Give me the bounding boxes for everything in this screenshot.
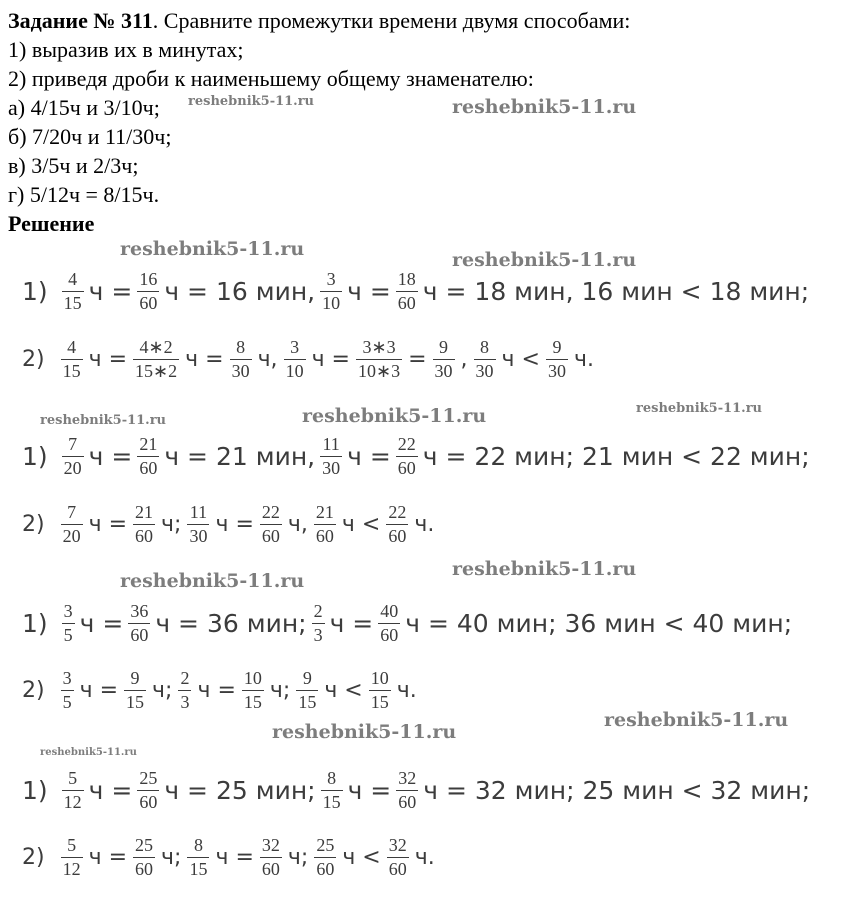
expression-text: ч < [341,511,381,537]
fraction [296,668,318,713]
expression-text: ч = [88,844,128,870]
denominator: 15 [243,691,262,712]
denominator: 60 [139,791,158,812]
denominator: 12 [63,791,82,812]
task-statement-line [8,8,630,34]
watermark: reshebnik5-11.ru [452,558,637,580]
numerator: 2 [313,600,323,621]
fraction [62,601,75,646]
denominator: 10 [285,360,304,381]
denominator: 60 [135,858,154,879]
numerator: 11 [189,501,208,522]
fraction [61,502,83,547]
fraction [386,502,408,547]
expression-text: ч = 32 мин; 25 мин < 32 мин; [423,775,811,805]
numerator: 9 [439,336,449,357]
fraction [546,337,568,382]
method-label: 2) [22,511,45,537]
solution-row [22,595,795,651]
fraction [124,668,146,713]
denominator: 60 [139,292,158,313]
denominator: 15∗2 [135,360,178,381]
denominator: 15 [189,858,208,879]
solution-row [22,428,813,484]
expression-text: ч = 25 мин; [164,775,316,805]
numerator: 3 [290,336,300,357]
expression-text: ч = [79,608,124,638]
denominator: 60 [316,858,335,879]
expression-text: ч = [347,441,391,471]
denominator: 60 [130,624,149,645]
numerator: 32 [388,834,407,855]
fraction [396,434,418,479]
numerator: 5 [67,834,77,855]
fraction [369,668,391,713]
denominator: 30 [475,360,494,381]
solution-row [22,496,438,552]
denominator: 30 [231,360,250,381]
fraction [61,337,83,382]
solution-row [22,662,421,718]
numerator: 3∗3 [362,336,396,357]
numerator: 21 [315,501,334,522]
solution-row [22,829,439,885]
task-method-1: 1) выразив их в минутах; [8,37,244,62]
expression-text: ч; [269,677,291,703]
expression-text: ч = [347,775,392,805]
denominator: 15 [370,691,389,712]
watermark: reshebnik5-11.ru [188,94,315,109]
fraction [128,601,150,646]
denominator: 20 [62,525,81,546]
numerator: 9 [552,336,562,357]
watermark: reshebnik5-11.ru [120,570,305,592]
numerator: 3 [62,667,72,688]
fraction [242,668,264,713]
method-label: 1) [22,775,48,805]
fraction [260,835,282,880]
expression-text: ч = [329,608,374,638]
fraction [396,269,418,314]
denominator: 15 [63,292,82,313]
denominator: 10∗3 [358,360,401,381]
expression-text: ч = [88,511,128,537]
expression-text: ч; [161,844,182,870]
denominator: 60 [397,457,416,478]
expression-text: ч = [185,346,224,372]
denominator: 30 [547,360,566,381]
solution-row [22,263,812,319]
expression-text: ч; [287,844,309,870]
expression-text: ч; [161,511,182,537]
numerator: 18 [397,268,416,289]
method-label: 1) [22,276,48,306]
method-label: 2) [22,346,45,372]
task-item-g: г) 5/12ч = 8/15ч. [8,182,160,207]
denominator: 60 [380,624,399,645]
fraction [387,835,409,880]
denominator: 10 [322,292,341,313]
numerator: 7 [68,433,78,454]
numerator: 25 [139,767,158,788]
fraction [314,502,336,547]
fraction [378,601,400,646]
numerator: 2 [180,667,190,688]
expression-text: ч = 16 мин, [164,276,316,306]
denominator: 3 [180,691,190,712]
denominator: 60 [261,525,280,546]
expression-text: ч. [414,511,435,537]
fraction [396,768,418,813]
expression-text: ч = [79,677,119,703]
denominator: 5 [63,624,73,645]
denominator: 15 [322,791,341,812]
watermark: reshebnik5-11.ru [636,401,763,416]
fraction [356,337,402,382]
denominator: 60 [388,858,407,879]
denominator: 60 [135,525,154,546]
expression-text: ч = [197,677,236,703]
expression-text: ч = [215,511,254,537]
fraction [284,337,306,382]
numerator: 4 [68,268,78,289]
expression-text: ч = [88,346,128,372]
fraction [137,269,159,314]
fraction [178,668,191,713]
denominator: 60 [388,525,407,546]
numerator: 8 [327,767,337,788]
method-label: 1) [22,441,48,471]
fraction [187,835,209,880]
numerator: 40 [380,600,399,621]
expression-text: ч = 40 мин; 36 мин < 40 мин; [405,608,793,638]
expression-text: ч = [88,441,133,471]
task-item-b: б) 7/20ч и 11/30ч; [8,124,172,149]
expression-text: ч < [324,677,363,703]
fraction [260,502,282,547]
expression-text: ч = 18 мин, 16 мин < 18 мин; [422,276,810,306]
numerator: 22 [261,501,280,522]
numerator: 7 [67,501,77,522]
fraction [133,502,155,547]
expression-text: ч = [88,775,133,805]
numerator: 36 [130,600,149,621]
numerator: 16 [139,268,158,289]
numerator: 3 [326,268,336,289]
numerator: 4∗2 [139,336,173,357]
numerator: 22 [397,433,416,454]
fraction [62,434,84,479]
fraction [321,768,343,813]
watermark: reshebnik5-11.ru [40,413,167,428]
method-label: 1) [22,608,48,638]
fraction [61,668,74,713]
fraction [62,269,84,314]
expression-text: ч = [311,346,350,372]
numerator: 25 [135,834,154,855]
task-number: Задание № 311 [8,8,153,33]
numerator: 10 [243,667,262,688]
expression-text: ч. [573,346,594,372]
fraction [137,434,159,479]
numerator: 22 [388,501,407,522]
fraction [133,835,155,880]
numerator: 25 [316,834,335,855]
numerator: 4 [67,336,77,357]
denominator: 15 [126,691,145,712]
fraction [61,835,83,880]
denominator: 5 [62,691,72,712]
expression-text: ч; [152,677,173,703]
numerator: 8 [193,834,203,855]
denominator: 60 [139,457,158,478]
numerator: 10 [370,667,389,688]
denominator: 15 [298,691,317,712]
fraction [137,768,159,813]
watermark: reshebnik5-11.ru [604,709,789,731]
denominator: 20 [63,457,82,478]
denominator: 15 [62,360,81,381]
fraction [312,601,325,646]
numerator: 11 [322,433,340,454]
expression-text: ч = 21 мин, [164,441,316,471]
numerator: 5 [68,767,78,788]
expression-text: ч < [342,844,381,870]
numerator: 32 [398,767,417,788]
denominator: 60 [261,858,280,879]
method-label: 2) [22,844,45,870]
fraction [314,835,336,880]
expression-text: ч, [287,511,308,537]
fraction [230,337,252,382]
numerator: 3 [63,600,73,621]
expression-text: ч, [257,346,278,372]
expression-text: ч. [414,844,435,870]
watermark: reshebnik5-11.ru [302,405,487,427]
watermark: reshebnik5-11.ru [452,249,637,271]
numerator: 21 [135,501,154,522]
solution-row [22,331,598,387]
numerator: 21 [139,433,158,454]
watermark: reshebnik5-11.ru [272,721,457,743]
expression-text: , [460,346,468,372]
expression-text: = [408,346,427,372]
task-instruction: . Сравните промежутки времени двумя способами: [152,8,631,33]
watermark: reshebnik5-11.ru [120,238,305,260]
task-method-2: 2) приведя дроби к наименьшему общему знаменателю: [8,66,534,91]
numerator: 9 [130,667,140,688]
denominator: 30 [434,360,453,381]
expression-text: ч = [347,276,391,306]
method-label: 2) [22,677,45,703]
numerator: 8 [480,336,490,357]
expression-text: ч = [88,276,133,306]
fraction [62,768,84,813]
expression-text: ч. [396,677,417,703]
watermark: reshebnik5-11.ru [40,747,137,758]
task-item-a: а) 4/15ч и 3/10ч; [8,95,160,120]
fraction [320,269,342,314]
fraction [433,337,455,382]
numerator: 8 [236,336,246,357]
denominator: 30 [322,457,341,478]
fraction [187,502,209,547]
numerator: 9 [302,667,312,688]
fraction [474,337,496,382]
denominator: 60 [397,292,416,313]
solution-row [22,762,813,818]
expression-text: ч = 22 мин; 21 мин < 22 мин; [422,441,810,471]
denominator: 3 [313,624,323,645]
fraction [133,337,179,382]
denominator: 12 [62,858,81,879]
numerator: 32 [261,834,280,855]
fraction [320,434,342,479]
denominator: 30 [189,525,208,546]
task-item-v: в) 3/5ч и 2/3ч; [8,153,139,178]
watermark: reshebnik5-11.ru [452,96,637,118]
expression-text: ч < [501,346,540,372]
denominator: 60 [398,791,417,812]
expression-text: ч = 36 мин; [155,608,307,638]
solution-heading: Решение [8,211,95,236]
expression-text: ч = [215,844,254,870]
denominator: 60 [315,525,334,546]
